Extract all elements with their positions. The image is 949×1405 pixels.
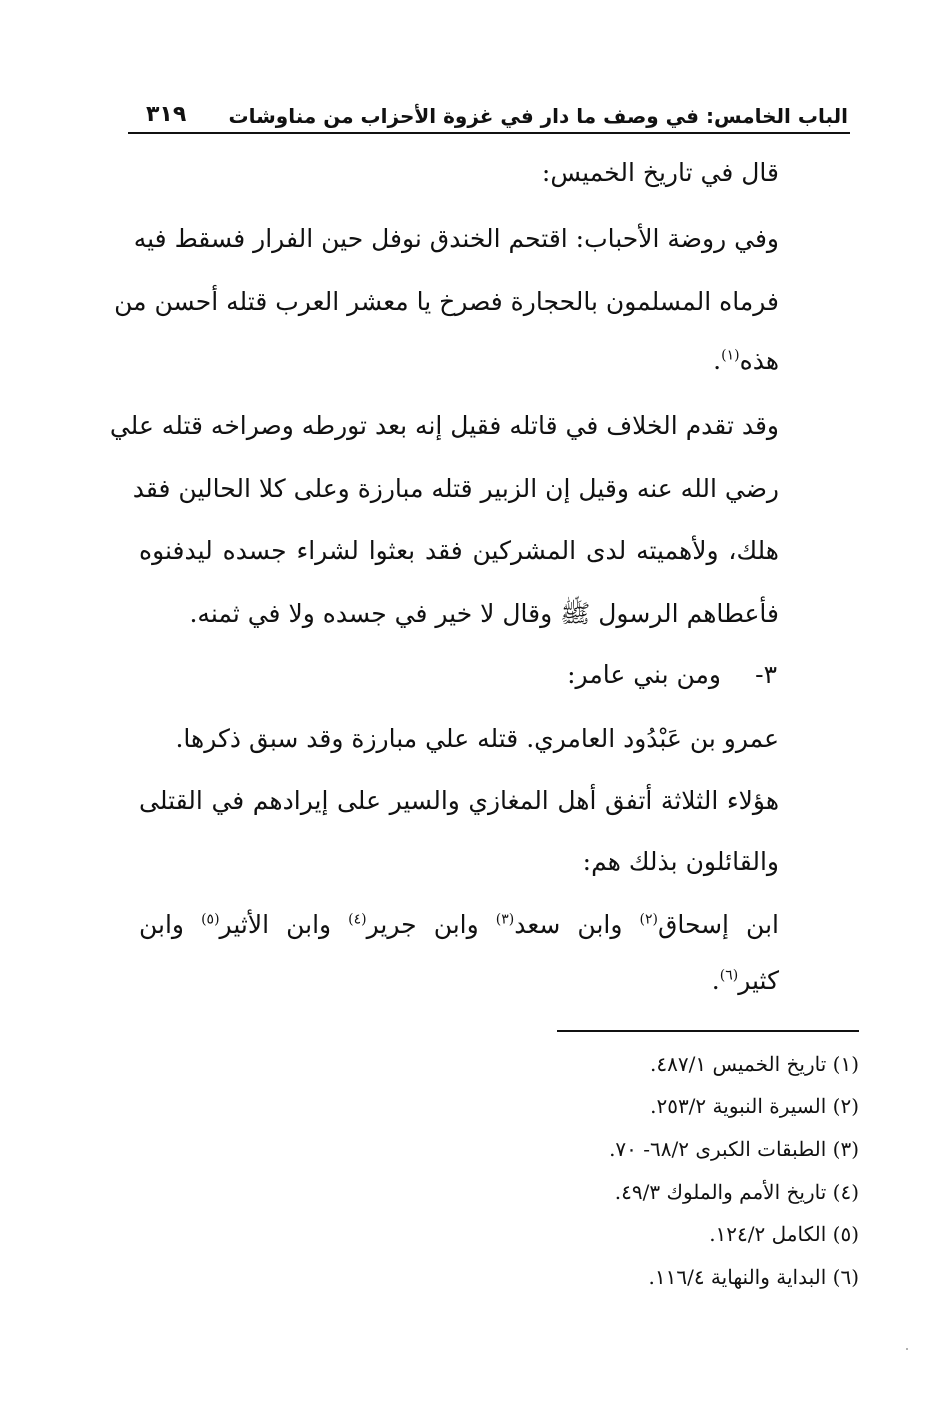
text-run: . <box>713 346 722 375</box>
text-run: ابن إسحاق <box>657 910 779 939</box>
text-run: وابن الأثير <box>219 910 349 939</box>
body-line: فأعطاهم الرسول ﷺ وقال لا خير في جسده ولا في ثمنه. <box>189 599 779 628</box>
body-line <box>139 966 779 995</box>
text-run: وابن <box>139 910 202 939</box>
text-run: . <box>711 966 720 995</box>
body-line: قال في تاريخ الخميس: <box>541 158 779 187</box>
footnote: (٥) الكامل ١٢٤/٢. <box>709 1222 859 1246</box>
body-line: عمرو بن عَبْدُود العامري. قتله علي مبارزة وقد سبق ذكرها. <box>175 724 779 753</box>
footnote-marker: (١) <box>721 347 740 364</box>
list-number: ٣- <box>755 660 777 689</box>
footnote: (٣) الطبقات الكبرى ٦٨/٢- ٧٠. <box>609 1137 859 1161</box>
footnote-marker: (٤) <box>348 911 367 928</box>
footnote: (٦) البداية والنهاية ١١٦/٤. <box>648 1265 859 1289</box>
running-header <box>128 100 850 134</box>
body-line: ومن بني عامر: <box>567 660 721 689</box>
body-line: وفي روضة الأحباب: اقتحم الخندق نوفل حين الفرار فسقط فيه <box>133 224 779 253</box>
chapter-title: الباب الخامس: في وصف ما دار في غزوة الأحزاب من مناوشات <box>228 104 848 128</box>
body-line: هؤلاء الثلاثة أتفق أهل المغازي والسير على إيرادهم في القتلى <box>139 786 779 815</box>
footnote: (٤) تاريخ الأمم والملوك ٤٩/٣. <box>614 1180 859 1204</box>
footnote-marker: (٥) <box>201 911 220 928</box>
text-run: وابن سعد <box>514 910 640 939</box>
footnote: (٢) السيرة النبوية ٢٥٣/٢. <box>650 1094 859 1118</box>
text-run: كثير <box>738 966 779 995</box>
footnote-marker: (٢) <box>639 911 658 928</box>
body-line <box>139 910 779 939</box>
footnote-separator <box>557 1030 859 1032</box>
text-run: هذه <box>739 346 779 375</box>
body-line: فرماه المسلمون بالحجارة فصرخ يا معشر العرب قتله أحسن من <box>114 287 779 316</box>
page-number: ٣١٩ <box>146 102 187 127</box>
scan-speck <box>906 1348 908 1350</box>
body-line <box>139 346 779 375</box>
body-line: وقد تقدم الخلاف في قاتله فقيل إنه بعد تورطه وصراخه قتله علي <box>109 411 779 440</box>
footnote-marker: (٦) <box>719 967 739 984</box>
header-rule <box>128 132 850 134</box>
footnote: (١) تاريخ الخميس ٤٨٧/١. <box>650 1052 859 1076</box>
body-line: والقائلون بذلك هم: <box>582 847 779 876</box>
body-line: رضي الله عنه وقيل إن الزبير قتله مبارزة وعلى كلا الحالين فقد <box>132 474 779 503</box>
body-line: هلك، ولأهميته لدى المشركين فقد بعثوا لشراء جسده ليدفنوه <box>139 536 779 565</box>
footnote-marker: (٣) <box>495 911 515 928</box>
text-run: وابن جرير <box>366 910 496 939</box>
